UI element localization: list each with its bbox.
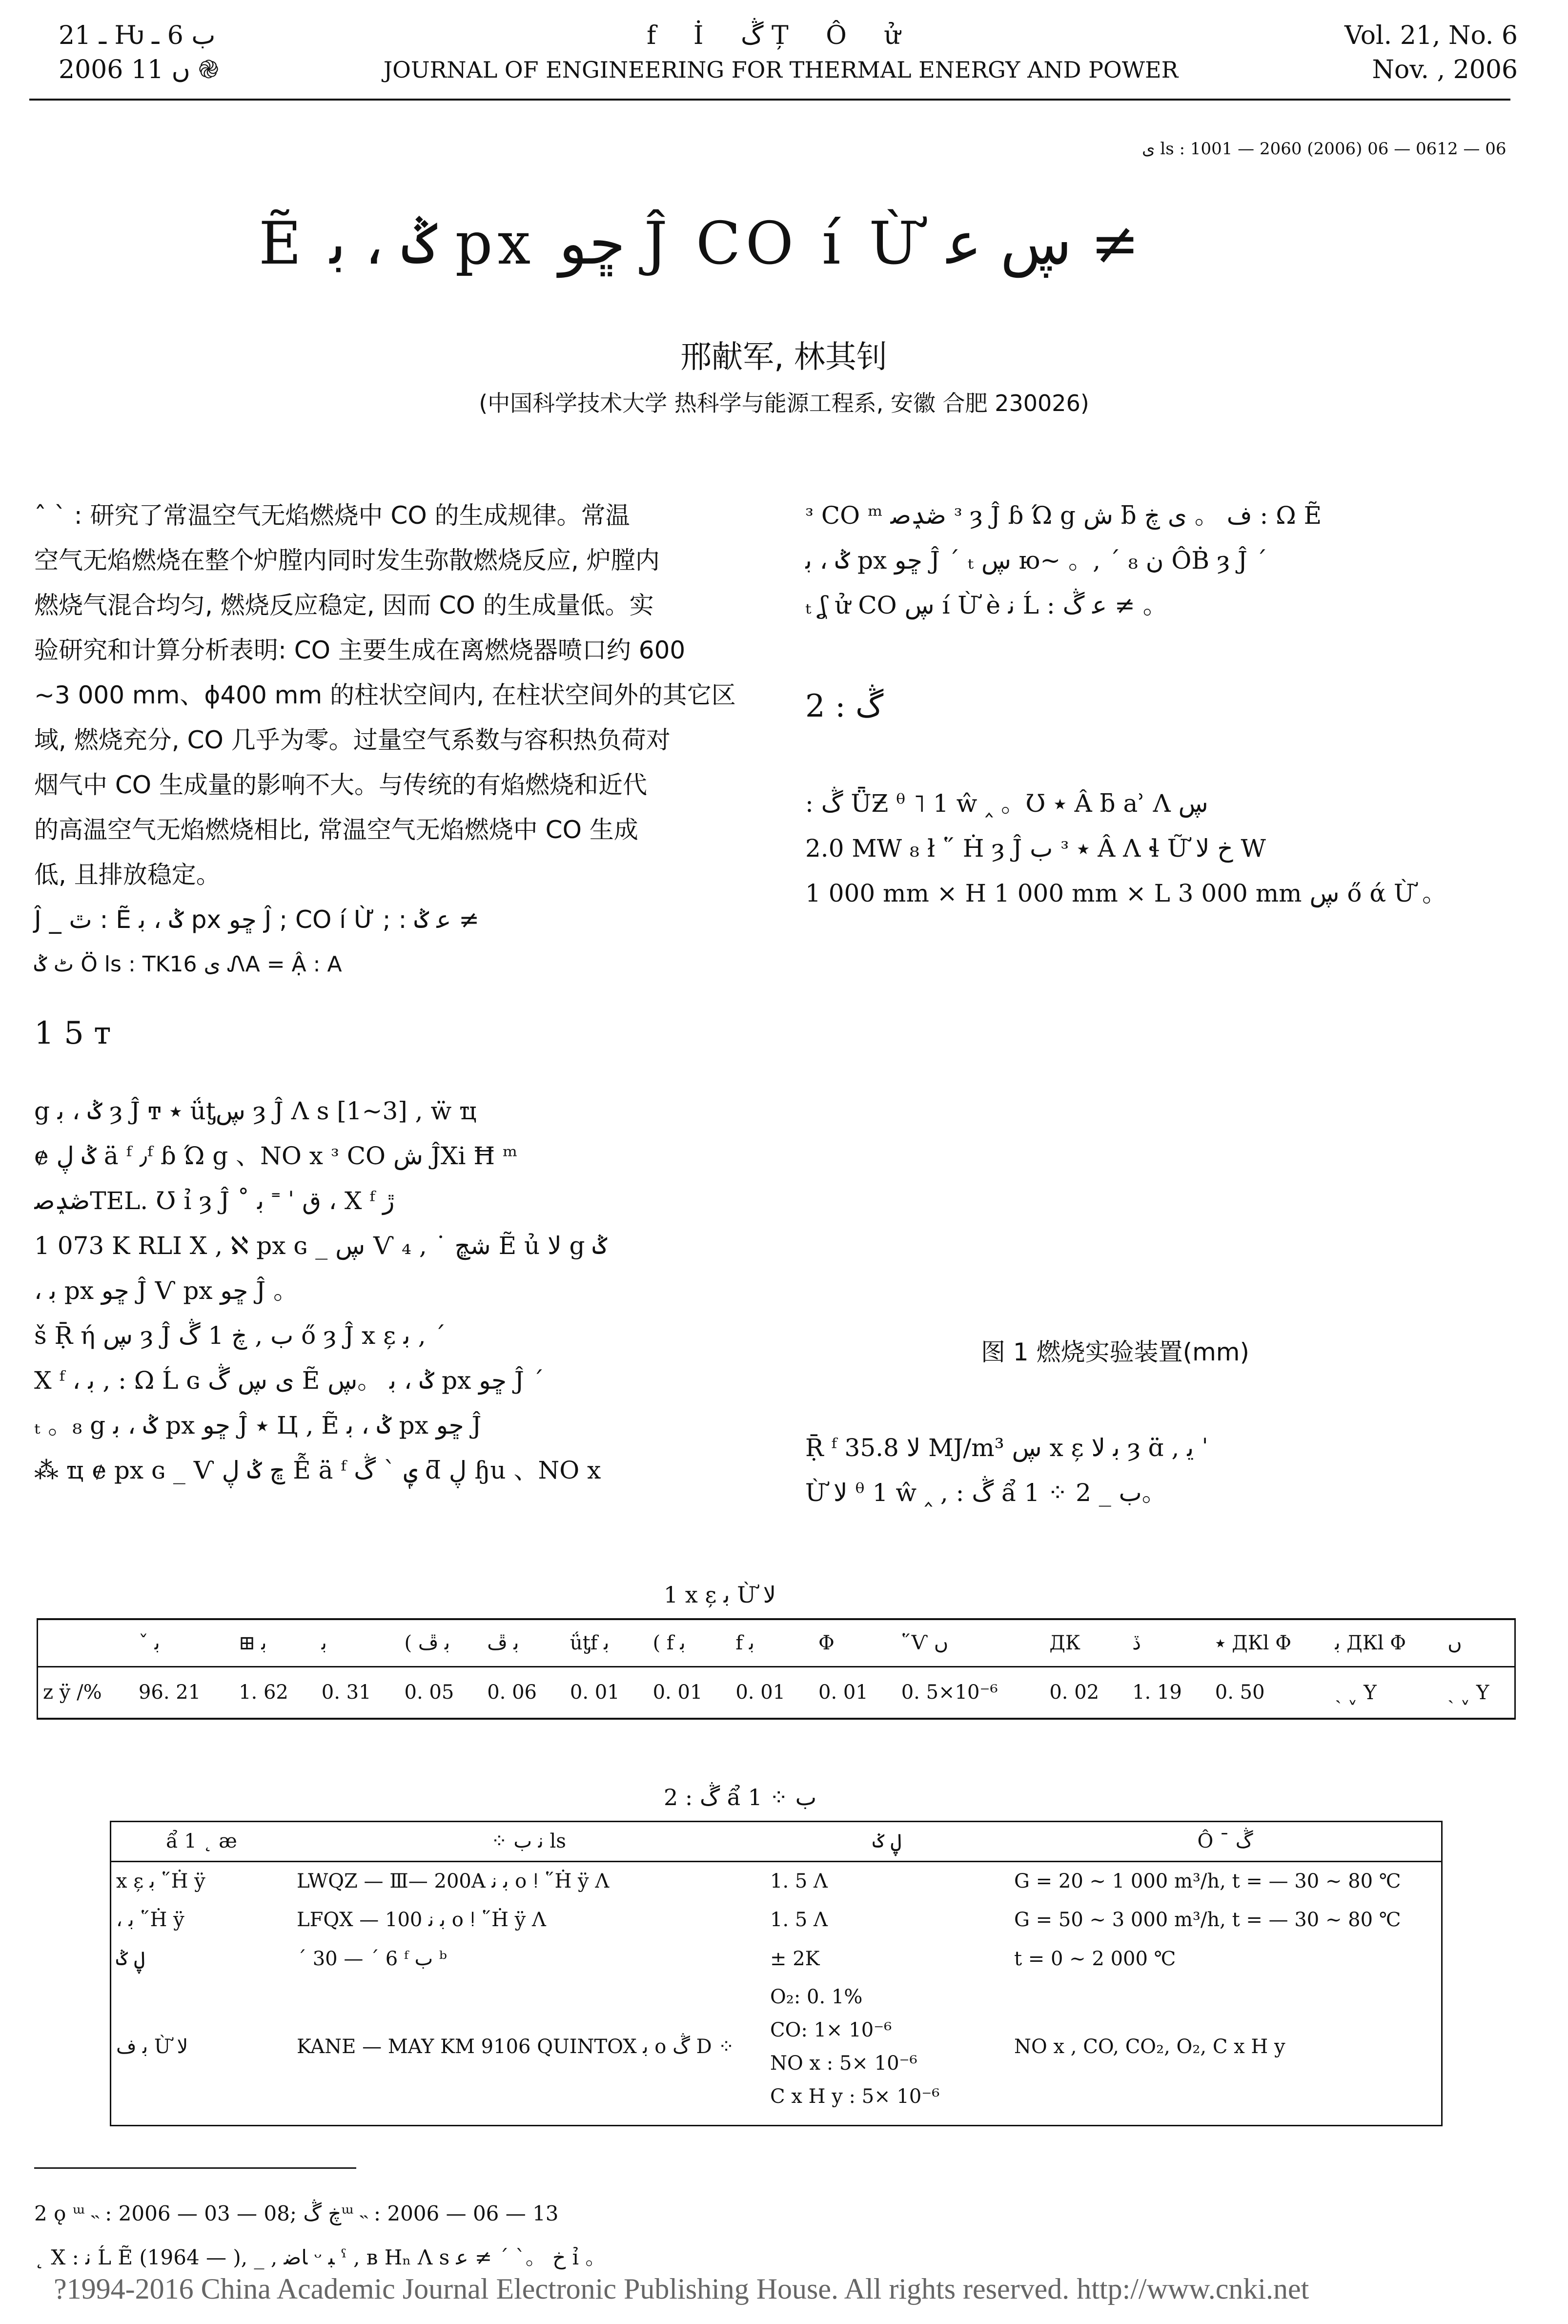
table-cell: LWQZ — Ⅲ— 200A ﺑ ﻧ ο ǃ ῞Ḣ ÿ Ʌ: [297, 1870, 610, 1892]
table-cell: NO x , CO, CO₂, O₂, C x H y: [1014, 2036, 1285, 2058]
section-1-text: [34, 1089, 756, 1493]
journal-header-center: [342, 19, 1220, 87]
abstract-line: 的高温空气无焰燃烧相比, 常温空气无焰燃烧中 CO 生成: [34, 816, 638, 844]
abstract-line: ~3 000 mm、ϕ400 mm 的柱状空间内, 在柱状空间外的其它区: [34, 681, 736, 709]
issue-date: Nov. , 2006: [1372, 55, 1518, 84]
paragraph-line: š Ṝ ή ڛ ȝ Ĵ ب , ڿ 1 ڴ ő ȝ Ĵ x ɛ̦ ﺑ , ˊ: [34, 1321, 446, 1350]
cell-line: O₂: 0. 1%: [770, 1986, 863, 2008]
table-header-cell: ( f ﺑ: [652, 1631, 686, 1654]
paragraph-line: : ڴ ǕƵ ᶿ ˥ 1 ŵ ‸ 。Ʊ ٭ Â ƃ ẚ Ʌ ڛ: [805, 789, 1208, 818]
table-header-cell: ٭ ДКl Φ: [1215, 1631, 1292, 1654]
abstract-line: 域, 燃烧充分, CO 几乎为零。过量空气系数与容积热负荷对: [34, 726, 671, 754]
paragraph-line: 1 073 K RLI X , ℵ px ɢ _ ڛ Ѵ شڇ ˙ , ₄ Ẽ ủ ﻻ g ݣ: [34, 1232, 607, 1260]
table-cell: 0. 02: [1049, 1681, 1100, 1704]
table-cell: ˊ 30 — ˊ 6 ᶠ ب ᵇ: [297, 1948, 447, 1970]
journal-header-left: [59, 19, 332, 87]
table-2-caption: 2 : ڴ ẩ 1 ⁘ ب: [664, 1784, 816, 1810]
issue-line-1: ـ 21 Ƕ ب 6 ـ: [59, 21, 216, 50]
table-cell: G = 50 ~ 3 000 m³/h, t = — 30 ~ 80 ℃: [1014, 1909, 1401, 1931]
table-2: [110, 1821, 1443, 2126]
table-cell: ˏ ˬ Y: [1447, 1681, 1489, 1704]
table-cell: 0. 50: [1215, 1681, 1265, 1704]
cell-line: C x H y : 5× 10⁻⁶: [770, 2085, 940, 2108]
journal-title-native: f İ ڴ Ț Ô ử: [647, 21, 915, 50]
table-row: [38, 1666, 1514, 1718]
table-cell: 0. 01: [818, 1681, 868, 1704]
table-header-cell: f ﺑ: [735, 1631, 754, 1654]
section-2-text: [805, 781, 1523, 916]
abstract-line: 燃烧气混合均匀, 燃烧反应稳定, 因而 CO 的生成量低。实: [34, 591, 654, 619]
table-header-cell: ڏ: [1132, 1631, 1141, 1654]
table-cell: 0. 06: [487, 1681, 537, 1704]
table-cell: 96. 21: [138, 1681, 201, 1704]
journal-title-english: JOURNAL OF ENGINEERING FOR THERMAL ENERGY AND POWER: [383, 57, 1179, 83]
table-header-row: [38, 1620, 1514, 1666]
table-header-cell: ں: [1447, 1631, 1462, 1654]
figure-1-caption: 图 1 燃烧实验装置(mm): [981, 1338, 1250, 1366]
figure-1-area: [805, 942, 1523, 1323]
table-header-cell: ⊞ ﺑ: [239, 1631, 267, 1654]
table-header-cell: ﺑ ڦ: [487, 1631, 519, 1654]
author-info: ˛ Χ : ﻧ Ĺ Ẽ (1964 — ), _ , ﺎﺿ ᵕ ﺒ ˤ , ʙ Hₙ Ʌ s خ 。ˋ ˊ ≠ ﻋ ỉ 。: [34, 2245, 606, 2269]
table-header-cell: Φ: [818, 1631, 835, 1654]
table-cell: ˏ ˬ Y: [1335, 1681, 1377, 1704]
paragraph-line: ɇ ݣ ڸ ä ᶠ ٫ᶠ ɓ Ώ g 、NO x ᶟ CO ش ĴXi Ħ ᵐ: [34, 1142, 518, 1170]
table-cell: 0. 01: [570, 1681, 620, 1704]
table-cell: G = 20 ~ 1 000 m³/h, t = — 30 ~ 80 ℃: [1014, 1870, 1401, 1892]
table-header-cell: Ô ˉ ڴ: [1197, 1830, 1253, 1853]
table-header-cell: ⁘ ﻧ ب ls: [491, 1830, 566, 1853]
table-row: [111, 1978, 1441, 2115]
section-1-heading: 1 5 т: [34, 1015, 111, 1051]
footnote-rule: [34, 2167, 356, 2169]
table-header-cell: ﺑ: [321, 1631, 327, 1654]
paragraph-line: X ᶠ ، ﺑ , : Ω Ĺ ɢ ى ڛ ڴ Ẽ ݣ ، ﺑ 。ڛ px ڇو Ĵ ˊ: [34, 1366, 544, 1395]
header-rule: [29, 99, 1510, 101]
table-cell: [38, 1620, 134, 1666]
classification: ٹ ݣ Ö ls : TK16 ى ᏁА = Ậ : A: [34, 952, 342, 977]
abstract-line: 低, 且排放稳定。: [34, 861, 221, 889]
cell-line: NO x : 5× 10⁻⁶: [770, 2052, 917, 2075]
paper-title: Ẽ ݣ ، ﺑ px ڇو Ĵ CO í Ừ ڛ ﻋ ≠: [259, 210, 1140, 278]
right-top-text: [805, 493, 1523, 628]
abstract-line: 烟气中 CO 生成量的影响不大。与传统的有焰燃烧和近代: [34, 771, 648, 799]
abstract-line: 空气无焰燃烧在整个炉膛内同时发生弥散燃烧反应, 炉膛内: [34, 546, 660, 575]
volume-number: Vol. 21, No. 6: [1344, 21, 1518, 50]
table-header-cell: ˇ ﺑ: [138, 1631, 160, 1654]
table-cell: 0. 01: [735, 1681, 786, 1704]
table-row: [111, 1861, 1441, 1900]
journal-header-right: [1230, 19, 1518, 87]
table-cell: LFQX — 100 ﺑ ﻧ ο ǃ ῞Ḣ ÿ Ʌ: [297, 1909, 546, 1931]
received-date: 2 ǫ ᵚ ˵ : 2006 — 03 — 08; ڿ ڴᵚ ˵ : 2006 — 06 — 13: [34, 2201, 559, 2225]
paragraph-line: ⁂ ҵ ɇ px ɢ _ Ѵ ڇ ݣ ڸ Ễ ä ᶠ ݷ ˋ ڴ ƌ ڸ ɧu 、NO x: [34, 1456, 601, 1484]
article-id: ى ls : 1001 — 2060 (2006) 06 — 0612 — 06: [1142, 139, 1507, 159]
table-header-cell: ДК: [1049, 1631, 1080, 1654]
paragraph-line: ݣ ، ﺑ px ڇو Ĵ ˊ ₜ ڛ ю~ 。, ˊ ن ₈ ÔḂ ȝ Ĵ ˊ: [805, 546, 1267, 575]
paragraph-line: ، ﺑ px ڇو Ĵ Ѵ px ڇو Ĵ 。: [34, 1276, 298, 1305]
table-header-cell: ﺑ ДКl Φ: [1335, 1631, 1406, 1654]
table-header-cell: ڸ ݢ: [873, 1830, 902, 1853]
table-cell: 1. 5 Ʌ: [770, 1909, 828, 1931]
row-label: z ÿ /%: [43, 1681, 102, 1704]
authors: 邢献军, 林其钊: [680, 339, 888, 375]
paragraph-line: Ừ ﻻ ᶿ 1 ŵ ‸ , : ڴ ẩ 1 ⁘ ب _ 2。: [805, 1479, 1166, 1507]
section-2-heading: 2 : ڴ: [805, 688, 884, 724]
issue-line-2: 2006 ں 11 ֎: [59, 55, 219, 84]
table-cell: 0. 31: [321, 1681, 371, 1704]
paragraph-line: 2.0 MW ₈ ł ῞ Ḣ ȝ Ĵ ب ᶟ ٭ Â Ʌ ɬ Ữ خ ﻻ W: [805, 834, 1266, 863]
table-cell: 0. 5×10⁻⁶: [901, 1681, 998, 1704]
abstract: [34, 493, 756, 987]
table-cell: 1. 5 Ʌ: [770, 1870, 828, 1892]
keywords: Ĵ _ ٿ : Ẽ ݣ ، ﺑ px ڇو Ĵ ; CO í Ừ ; : ﻋ ݣ ≠: [34, 905, 480, 934]
table-cell: 1. 62: [239, 1681, 288, 1704]
affiliation: (中国科学技术大学 热科学与能源工程系, 安徽 合肥 230026): [479, 390, 1089, 416]
abstract-line: ˆ ˋ : 研究了常温空气无焰燃烧中 CO 的生成规律。常温: [34, 501, 630, 530]
table-header-row: [111, 1822, 1441, 1861]
table-row: [111, 1900, 1441, 1939]
copyright-footer: ?1994-2016 China Academic Journal Electronic Publishing House. All rights reserved. http://www.cnki.net: [54, 2273, 1309, 2305]
table-cell: KANE — MAY KM 9106 QUINTOX ﺑ ο ڴ D ⁘: [297, 2036, 734, 2058]
right-bottom-text: [805, 1425, 1523, 1515]
table-header-cell: ẩ 1 ˛ æ: [166, 1830, 237, 1853]
paragraph-line: Ṝ ᶠ ﻻ 35.8 MJ/m³ ڛ x ɛ̦ ﺑ ﻻ ȝ ɑ̈ , ﯾ ˈ: [805, 1434, 1208, 1462]
table-row: [111, 1939, 1441, 1978]
abstract-line: 验研究和计算分析表明: CO 主要生成在离燃烧器喷口约 600: [34, 636, 686, 664]
paragraph-line: ₜ 。₈ g ݣ ، ﺑ px ڇو Ĵ ٭ Ц , Ẽ ݣ ، ﺑ px ڇو Ĵ: [34, 1411, 482, 1440]
table-header-cell: ( ﺑ ڦ: [404, 1631, 450, 1654]
table-cell: ، ﺑ ῞Ḣ ÿ: [116, 1909, 184, 1931]
paragraph-line: ᶟ CO ᵐ ڞݚﺻ ᶟ ȝ Ĵ ɓ Ώ g ش ƃ ف 。 ى ڿ : Ω Ẽ: [805, 501, 1322, 530]
paragraph-line: ₜ ʆ ử CO ڛ í Ừ è ﻧ Ĺ : ﻋ ڴ ≠ 。: [805, 591, 1167, 619]
table-cell: 0. 01: [652, 1681, 703, 1704]
paragraph-line: 1 000 mm × H 1 000 mm × L 3 000 mm ڛ ő ά Ừ 。: [805, 879, 1447, 907]
paragraph-line: g ݣ ، ﺑ ȝ Ĵ ͳ ٭ ǘƫڛ ȝ Ĵ Ʌ s [1~3] , ẅ ҵ: [34, 1097, 477, 1125]
table-cell: ﺑ ف Ừ ﻻ: [116, 2036, 188, 2058]
table-1: [37, 1618, 1516, 1720]
table-cell: 0. 05: [404, 1681, 454, 1704]
table-cell: t = 0 ~ 2 000 ℃: [1014, 1948, 1176, 1970]
table-cell-multiline: [765, 1978, 1009, 2115]
table-cell: 1. 19: [1132, 1681, 1182, 1704]
table-cell: ± 2K: [770, 1948, 820, 1970]
table-header-cell: ῞Ѵ ں: [901, 1631, 949, 1654]
table-1-caption: 1 x ɛ̦ ﺑ Ừ ﻻ: [664, 1582, 776, 1608]
table-cell: x ɛ̦ ﺑ ῞Ḣ ÿ: [116, 1870, 205, 1892]
table-header-cell: ǘƫf ﺑ: [570, 1631, 610, 1654]
cell-line: CO: 1× 10⁻⁶: [770, 2019, 892, 2041]
paragraph-line: ڞݚﺻTEL. Ʊ ỉ ȝ Ĵ ˚ ق ˈ ˭ ﺑ ، X ᶠ ڙ: [34, 1187, 395, 1215]
table-cell: ڸ ݣ: [116, 1948, 145, 1970]
